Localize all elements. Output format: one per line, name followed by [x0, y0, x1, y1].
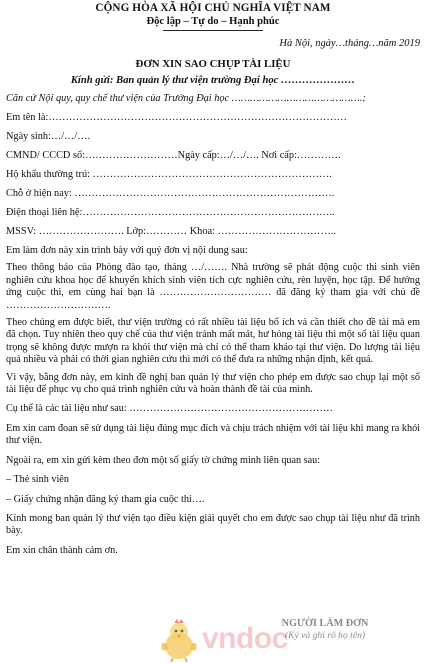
field-date-of-birth: Ngày sinh:…/…/….	[6, 131, 91, 142]
recipient-line: Kính gửi: Ban quản lý thư viện trường Đại học …………………	[70, 75, 356, 86]
signer-note: (Ký và ghi rõ họ tên)	[284, 630, 366, 641]
intro-paragraph: Em làm đơn này xin trình bày với quý đơn vị nội dung sau:	[6, 245, 248, 256]
attachment-item: – Giấy chứng nhận đăng ký tham gia cuộc thi….	[6, 493, 205, 505]
competition-paragraph: Theo thông báo của Phòng đào tạo, tháng …/……. Nhà trường sẽ phát động cuộc thi sinh viên nghiên cứu khoa học để khuyến khích sinh viên tích cực nghiên cứu, rèn luyện, học tập. Để hưởng ứng cuộc thi, em cùng hai bạn là …………………………… đã đăng ký tham gia với chủ đề ………………………….	[6, 262, 420, 311]
library-rules-paragraph: Theo chúng em được biết, thư viện trường có rất nhiều tài liệu bổ ích và cần thiết cho đề tài mà em đã chọn. Tuy nhiên theo quy chế của thư viện tránh mất mát, hư hỏng tài liệu thì một số tài liệu quan trọng sẽ không được mượn ra khỏi thư viện mà chỉ có thể tham khảo tại thư viện. Do lượng tài liệu quá nhiều và phải có thời gian nghiên cứu thì mới có thể đưa ra những nhận định, kết quả.	[6, 317, 420, 366]
request-paragraph: Vì vậy, bằng đơn này, em kính đề nghị ban quản lý thư viện cho phép em được sao chụp lại một số tài liệu để phục vụ cho quá trình nghiên cứu và hoàn thành đề tài của mình.	[6, 371, 420, 396]
document-title: ĐƠN XIN SAO CHỤP TÀI LIỆU	[135, 58, 291, 70]
closing-thanks: Em xin chân thành cảm ơn.	[6, 544, 118, 556]
date-line: Hà Nội, ngày…tháng…năm 2019	[279, 38, 420, 49]
national-motto: Độc lập – Tự do – Hạnh phúc	[146, 16, 280, 27]
attachments-intro: Ngoài ra, em xin gửi kèm theo đơn một số giấy tờ chứng minh liên quan sau:	[6, 454, 321, 466]
chicken-mascot-icon	[158, 618, 200, 662]
attachment-item: – Thẻ sinh viên	[6, 474, 69, 486]
signature-block	[250, 618, 400, 641]
signer-title: NGƯỜI LÀM ĐƠN	[281, 618, 369, 629]
national-title: CỘNG HÒA XÃ HỘI CHỦ NGHĨA VIỆT NAM	[95, 2, 331, 14]
legal-basis: Căn cứ Nội quy, quy chế thư viện của Trường Đại học …………………………………….;	[6, 93, 366, 104]
commitment-paragraph: Em xin cam đoan sẽ sử dụng tài liệu đúng mục đích và chịu trách nhiệm với tài liệu khi mang ra khỏi thư viện.	[6, 422, 420, 447]
watermark-brand: vndoc	[202, 622, 288, 655]
field-full-name: Em tên là:……………………………………………………………………………	[6, 112, 347, 123]
document-list-paragraph: Cụ thể là các tài liệu như sau: ……………………………………………………	[6, 403, 333, 415]
motto-underline	[163, 30, 263, 31]
field-id-card: CMND/ CCCD số:………………………Ngày cấp:…/…/…. Nơi cấp:………….	[6, 150, 341, 161]
closing-request: Kính mong ban quản lý thư viện tạo điều kiện giải quyết cho em được sao chụp tài liệu như đã trình bày.	[6, 512, 420, 537]
field-current-address: Chỗ ở hiện nay: ………………………………………………………………….	[6, 188, 335, 199]
field-phone: Điện thoại liên hệ:………………………………………………………………..	[6, 207, 335, 218]
field-permanent-address: Hộ khẩu thường trú: …………………………………………………………….	[6, 169, 332, 180]
field-student-info: MSSV: ……………………. Lớp:………… Khoa: ……………………………..	[6, 226, 336, 237]
document-page	[6, 2, 420, 557]
